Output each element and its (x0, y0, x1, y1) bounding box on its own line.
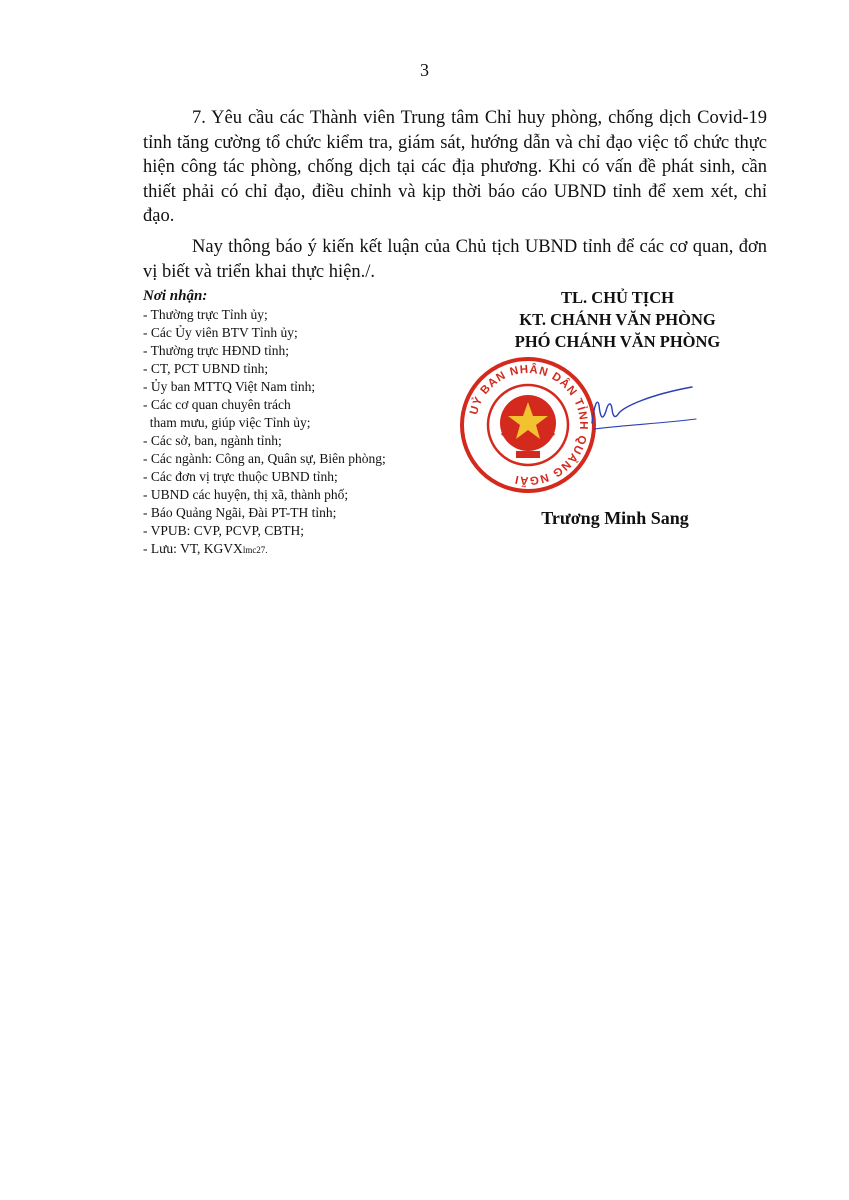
archive-text: - Lưu: VT, KGVX (143, 541, 243, 556)
recipients-title: Nơi nhận: (143, 288, 208, 304)
official-seal-icon (458, 355, 598, 495)
recipient-item: - VPUB: CVP, PCVP, CBTH; (143, 523, 305, 538)
signature-title-2: KT. CHÁNH VĂN PHÒNG (519, 310, 716, 329)
recipient-item: tham mưu, giúp việc Tỉnh ủy; (143, 415, 311, 430)
recipient-item: - Ủy ban MTTQ Việt Nam tỉnh; (143, 379, 316, 394)
closing-paragraph: Nay thông báo ý kiến kết luận của Chủ tịch UBND tỉnh để các cơ quan, đơn vị biết và triển khai thực hiện./. (143, 237, 767, 282)
signer-name: Trương Minh Sang (541, 508, 689, 528)
recipient-item: - Các cơ quan chuyên trách (143, 397, 291, 412)
recipient-item: - Thường trực Tỉnh ủy; (143, 307, 268, 322)
recipient-item: - Các Ủy viên BTV Tỉnh ủy; (143, 325, 298, 340)
recipient-item: - Các ngành: Công an, Quân sự, Biên phòng; (143, 451, 386, 466)
signature-title-3: PHÓ CHÁNH VĂN PHÒNG (514, 332, 721, 351)
recipient-item: - Thường trực HĐND tỉnh; (143, 343, 290, 358)
recipient-item: - UBND các huyện, thị xã, thành phố; (143, 487, 349, 502)
recipient-item-archive (143, 540, 443, 559)
seal-and-signature (458, 355, 698, 495)
recipient-item: - CT, PCT UBND tỉnh; (143, 361, 269, 376)
recipient-item: - Báo Quảng Ngãi, Đài PT-TH tỉnh; (143, 505, 337, 520)
handwritten-signature-icon (588, 385, 698, 435)
signature-title-1: TL. CHỦ TỊCH (561, 288, 674, 307)
page-number: 3 (420, 60, 429, 80)
paragraph-item-7: 7. Yêu cầu các Thành viên Trung tâm Chỉ huy phòng, chống dịch Covid-19 tỉnh tăng cường tổ chức kiểm tra, giám sát, hướng dẫn và chỉ đạo việc tổ chức thực hiện công tác phòng, chống dịch tại các địa phương. Khi có vấn đề phát sinh, cần thiết phải có chỉ đạo, điều chỉnh và kịp thời báo cáo UBND tỉnh để xem xét, chỉ đạo. (143, 108, 767, 226)
recipient-item: - Các sở, ban, ngành tỉnh; (143, 433, 282, 448)
archive-code: lmc27. (242, 545, 268, 555)
seal-ring-text: UỶ BAN NHÂN DÂN TỈNH QUẢNG NGÃI (468, 363, 590, 487)
recipients-list (143, 287, 443, 559)
recipient-item: - Các đơn vị trực thuộc UBND tỉnh; (143, 469, 338, 484)
signature-block (490, 287, 745, 353)
